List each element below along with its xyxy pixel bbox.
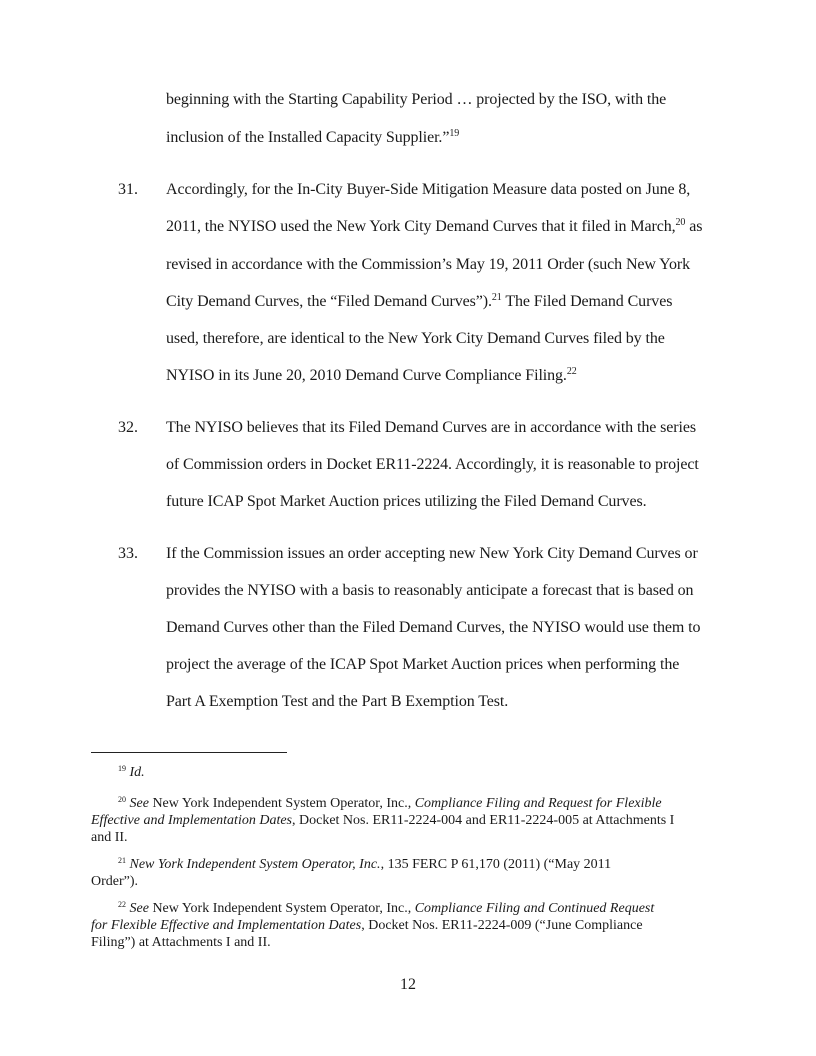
footnote-22-line-3: Filing”) at Attachments I and II. (91, 935, 271, 950)
continuation-line-1: beginning with the Starting Capability Period … projected by the ISO, with the (166, 91, 667, 108)
p31-line-6 (166, 367, 577, 385)
footnote-22-title-cont: for Flexible Effective and Implementation Dates (91, 918, 362, 933)
footnote-22-marker: 22 (118, 900, 126, 909)
footnote-20-docket: , Docket Nos. ER11-2224-004 and ER11-2224-005 at Attachments I (292, 813, 675, 828)
p33-line-1: If the Commission issues an order accepting new New York City Demand Curves or (166, 545, 698, 562)
footnote-ref-21: 21 (491, 292, 502, 303)
p33-line-4: project the average of the ICAP Spot Market Auction prices when performing the (166, 656, 680, 673)
p32-line-2: of Commission orders in Docket ER11-2224. Accordingly, it is reasonable to project (166, 456, 699, 473)
p31-line-2-text: 2011, the NYISO used the New York City Demand Curves that it filed in March, (166, 218, 676, 235)
footnote-20-title-cont: Effective and Implementation Dates (91, 813, 292, 828)
paragraph-number-33: 33. (118, 545, 138, 562)
footnote-20-title: Compliance Filing and Request for Flexible (414, 796, 662, 811)
p31-line-4-text: City Demand Curves, the “Filed Demand Curves”). (166, 293, 492, 310)
footnote-22-title: Compliance Filing and Continued Request (414, 901, 655, 916)
footnote-21-case: New York Independent System Operator, Inc. (129, 857, 381, 872)
footnote-22-docket: , Docket Nos. ER11-2224-009 (“June Compliance (361, 918, 643, 933)
footnote-22-line-2 (91, 918, 643, 934)
p31-line-4 (166, 293, 672, 311)
p31-line-2 (166, 218, 702, 236)
p31-line-6-text: NYISO in its June 20, 2010 Demand Curve Compliance Filing. (166, 367, 567, 384)
paragraph-number-31: 31. (118, 181, 138, 198)
continuation-line-2 (166, 129, 459, 147)
p31-line-3: revised in accordance with the Commission’s May 19, 2011 Order (such New York (166, 256, 691, 273)
footnote-ref-19: 19 (449, 128, 460, 139)
p31-line-4-tail: The Filed Demand Curves (501, 293, 673, 310)
footnote-19-text: Id. (129, 765, 145, 780)
footnote-22-see: See (129, 901, 149, 916)
footnote-19-marker: 19 (118, 764, 126, 773)
footnote-20-line-2 (91, 813, 674, 829)
p32-line-3: future ICAP Spot Market Auction prices utilizing the Filed Demand Curves. (166, 493, 647, 510)
p31-line-1: Accordingly, for the In-City Buyer-Side Mitigation Measure data posted on June 8, (166, 181, 691, 198)
footnote-20-line-1 (118, 796, 662, 812)
continuation-text: inclusion of the Installed Capacity Supplier.” (166, 129, 450, 146)
page-number: 12 (400, 976, 416, 993)
footnote-21-line-2: Order”). (91, 874, 139, 889)
footnote-21-line-1 (118, 857, 611, 873)
p32-line-1: The NYISO believes that its Filed Demand Curves are in accordance with the series (166, 419, 696, 436)
footnote-20-party: New York Independent System Operator, Inc., (148, 796, 415, 811)
footnote-22-line-1 (118, 901, 654, 917)
footnote-20-see: See (129, 796, 149, 811)
footnote-separator (91, 752, 287, 753)
p33-line-5: Part A Exemption Test and the Part B Exemption Test. (166, 693, 509, 710)
footnote-ref-22: 22 (566, 366, 577, 377)
p33-line-2: provides the NYISO with a basis to reasonably anticipate a forecast that is based on (166, 582, 694, 599)
footnote-20-line-3: and II. (91, 830, 128, 845)
footnote-22-party: New York Independent System Operator, Inc., (148, 901, 415, 916)
p31-line-2-tail: as (685, 218, 703, 235)
p33-line-3: Demand Curves other than the Filed Demand Curves, the NYISO would use them to (166, 619, 701, 636)
p31-line-5: used, therefore, are identical to the New York City Demand Curves filed by the (166, 330, 665, 347)
footnote-19 (118, 765, 145, 781)
footnote-21-marker: 21 (118, 856, 126, 865)
footnote-20-marker: 20 (118, 795, 126, 804)
paragraph-number-32: 32. (118, 419, 138, 436)
footnote-ref-20: 20 (675, 217, 686, 228)
footnote-21-citation: , 135 FERC P 61,170 (2011) (“May 2011 (380, 857, 612, 872)
